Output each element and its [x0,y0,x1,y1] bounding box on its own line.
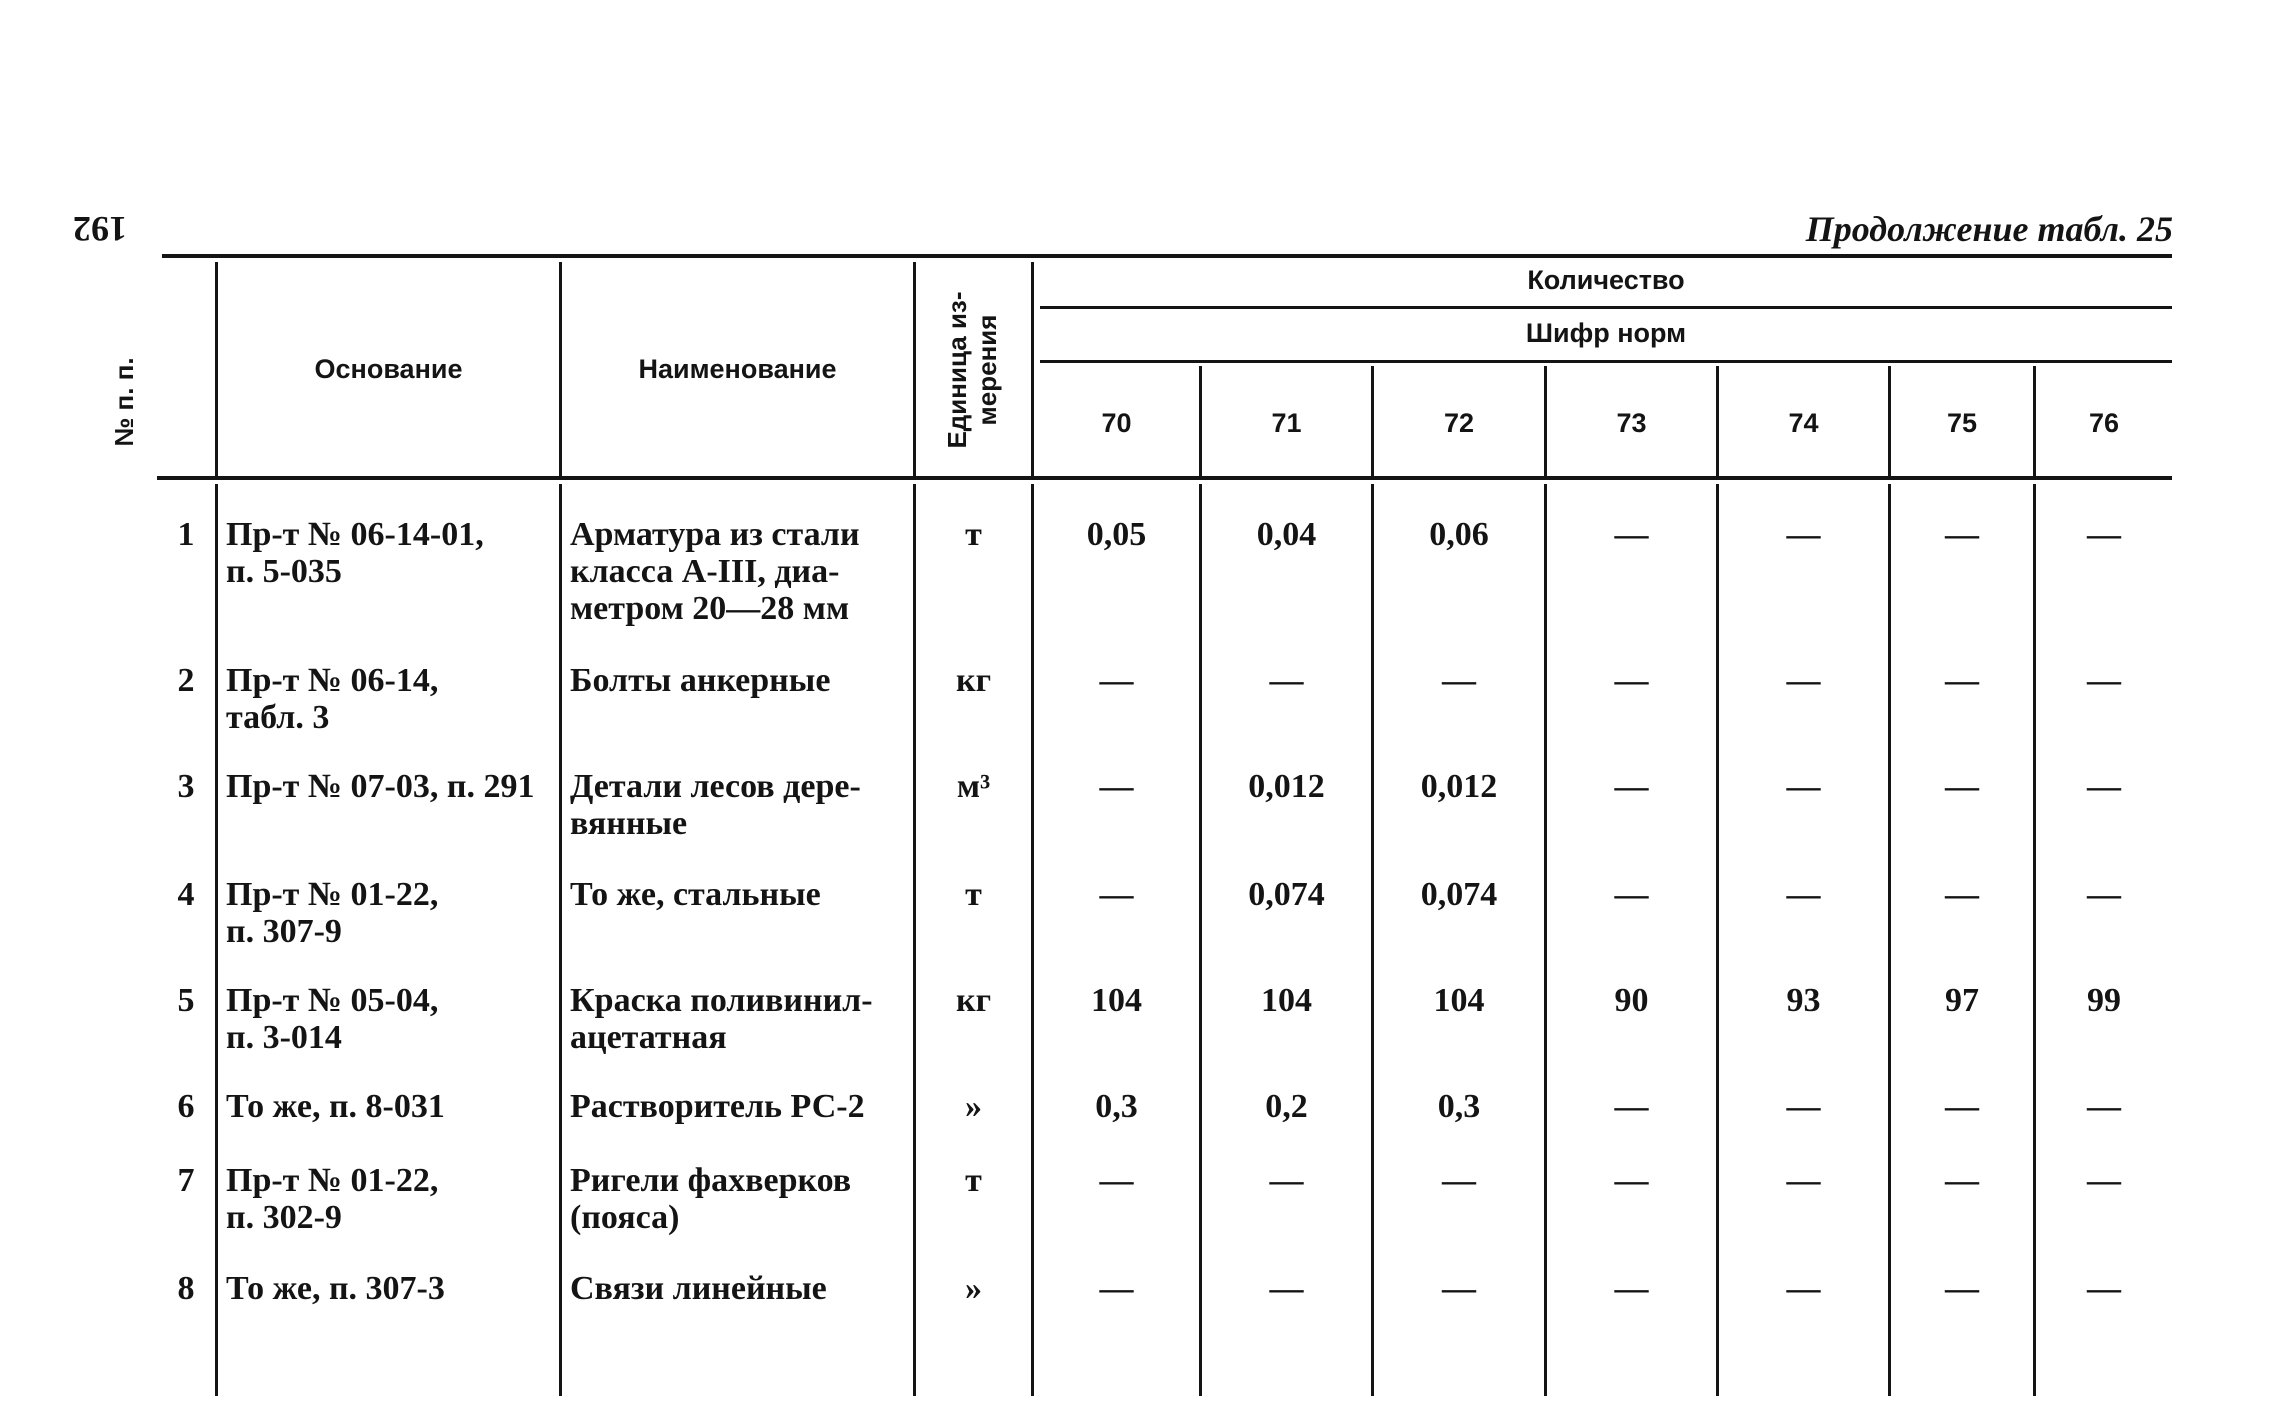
row-value: — [1099,662,1134,699]
row-basis: Пр-т № 05-04, п. 3-014 [226,982,439,1056]
body-divider [1544,484,1547,1396]
row-value: 104 [1091,982,1142,1019]
row-value: — [2087,1162,2121,1199]
row-number: 4 [177,876,195,913]
row-value: — [2087,1088,2121,1125]
body-divider [1888,484,1891,1396]
row-value: — [1614,876,1649,913]
row-value: — [1945,1088,1979,1125]
row-value: 0,05 [1086,516,1147,553]
row-value: — [1614,1270,1649,1307]
body-divider [1371,484,1374,1396]
quantity-rule [1040,306,2172,309]
row-value: 0,012 [1248,768,1325,805]
row-unit: кг [955,662,992,699]
row-value: — [1786,876,1821,913]
row-unit: т [965,876,982,913]
norm-code-72: 72 [1443,408,1475,438]
row-value: 104 [1261,982,1312,1019]
row-value: — [1269,662,1304,699]
body-divider [559,484,562,1396]
row-basis: Пр-т № 06-14-01, п. 5-035 [226,516,484,590]
norm-code-rule [1040,360,2172,363]
row-value: — [2087,516,2121,553]
row-value: — [1614,768,1649,805]
row-basis: Пр-т № 06-14, табл. 3 [226,662,439,736]
column-header-norm-code: Шифр норм [1525,318,1687,348]
row-value: — [2087,768,2121,805]
row-name: Связи линейные [570,1270,827,1307]
row-value: — [1786,662,1821,699]
row-value: — [1614,1162,1649,1199]
row-unit: т [965,1162,982,1199]
body-divider [1199,484,1202,1396]
row-value: 0,2 [1265,1088,1308,1125]
norm-code-75: 75 [1946,408,1978,438]
row-number: 3 [177,768,195,805]
body-divider [215,484,218,1396]
row-value: — [2087,662,2121,699]
row-value: 104 [1433,982,1485,1019]
row-unit: т [965,516,982,553]
row-value: 99 [2087,982,2121,1019]
row-value: 0,3 [1095,1088,1138,1125]
row-name: Ригели фахверков (пояса) [570,1162,852,1236]
row-value: — [1442,662,1476,699]
row-value: — [1099,1270,1134,1307]
column-header-basis: Основание [314,354,463,384]
row-number: 5 [177,982,195,1019]
top-rule [162,254,2172,258]
table-caption: Продолжение табл. 25 [1805,209,2173,249]
row-value: — [1099,876,1134,913]
row-basis: Пр-т № 01-22, п. 302-9 [226,1162,439,1236]
row-unit: кг [955,982,992,1019]
row-number: 1 [177,516,195,553]
row-basis: Пр-т № 07-03, п. 291 [226,768,535,805]
row-value: — [1945,1162,1979,1199]
row-value: — [1099,768,1134,805]
row-basis: То же, п. 307-3 [226,1270,445,1307]
row-value: — [1099,1162,1134,1199]
row-value: 0,04 [1256,516,1317,553]
row-value: — [1786,516,1821,553]
body-divider [2033,484,2036,1396]
row-value: — [1786,768,1821,805]
row-value: — [1945,662,1979,699]
row-unit: » [965,1270,982,1307]
row-name: Болты анкерные [570,662,831,699]
column-header-unit: Единица из- мерения [942,291,1002,449]
header-bottom-rule [157,476,2172,480]
row-value: — [1269,1162,1304,1199]
row-unit: м³ [956,768,991,805]
row-value: — [1786,1270,1821,1307]
row-number: 8 [177,1270,195,1307]
row-name: Арматура из стали класса А-III, диа- метром 20—28 мм [570,516,860,627]
column-header-quantity: Количество [1527,265,1685,295]
row-value: 0,06 [1429,516,1489,553]
row-value: 0,3 [1437,1088,1481,1125]
row-number: 7 [177,1162,195,1199]
row-name: То же, стальные [570,876,821,913]
row-value: — [1442,1162,1476,1199]
row-value: 90 [1614,982,1649,1019]
header-divider [913,262,916,476]
column-header-number: № п. п. [109,357,139,447]
body-divider [1031,484,1034,1396]
norm-code-74: 74 [1788,408,1819,438]
column-header-name: Наименование [638,354,837,384]
page-number: 192 [73,209,127,249]
row-name: Растворитель РС-2 [570,1088,865,1125]
norm-code-70: 70 [1101,408,1132,438]
row-unit: » [965,1088,982,1125]
row-value: 0,012 [1420,768,1498,805]
row-value: 97 [1945,982,1979,1019]
norm-code-76: 76 [2088,408,2120,438]
header-divider [1031,262,1034,476]
row-basis: Пр-т № 01-22, п. 307-9 [226,876,439,950]
row-value: — [1614,662,1649,699]
row-value: — [1442,1270,1476,1307]
row-value: — [1614,516,1649,553]
row-value: — [1945,876,1979,913]
row-name: Краска поливинил- ацетатная [570,982,873,1056]
norm-code-73: 73 [1616,408,1647,438]
row-value: 93 [1786,982,1821,1019]
row-value: 0,074 [1420,876,1498,913]
row-value: — [1945,516,1979,553]
row-value: — [1269,1270,1304,1307]
row-name: Детали лесов дере- вянные [570,768,861,842]
norm-code-71: 71 [1271,408,1302,438]
row-number: 6 [177,1088,195,1125]
row-value: — [2087,1270,2121,1307]
row-value: — [1786,1162,1821,1199]
row-value: 0,074 [1248,876,1325,913]
row-number: 2 [177,662,195,699]
row-basis: То же, п. 8-031 [226,1088,445,1125]
row-value: — [1945,1270,1979,1307]
body-divider [1716,484,1719,1396]
body-divider [913,484,916,1396]
row-value: — [1614,1088,1649,1125]
row-value: — [1945,768,1979,805]
row-value: — [2087,876,2121,913]
row-value: — [1786,1088,1821,1125]
